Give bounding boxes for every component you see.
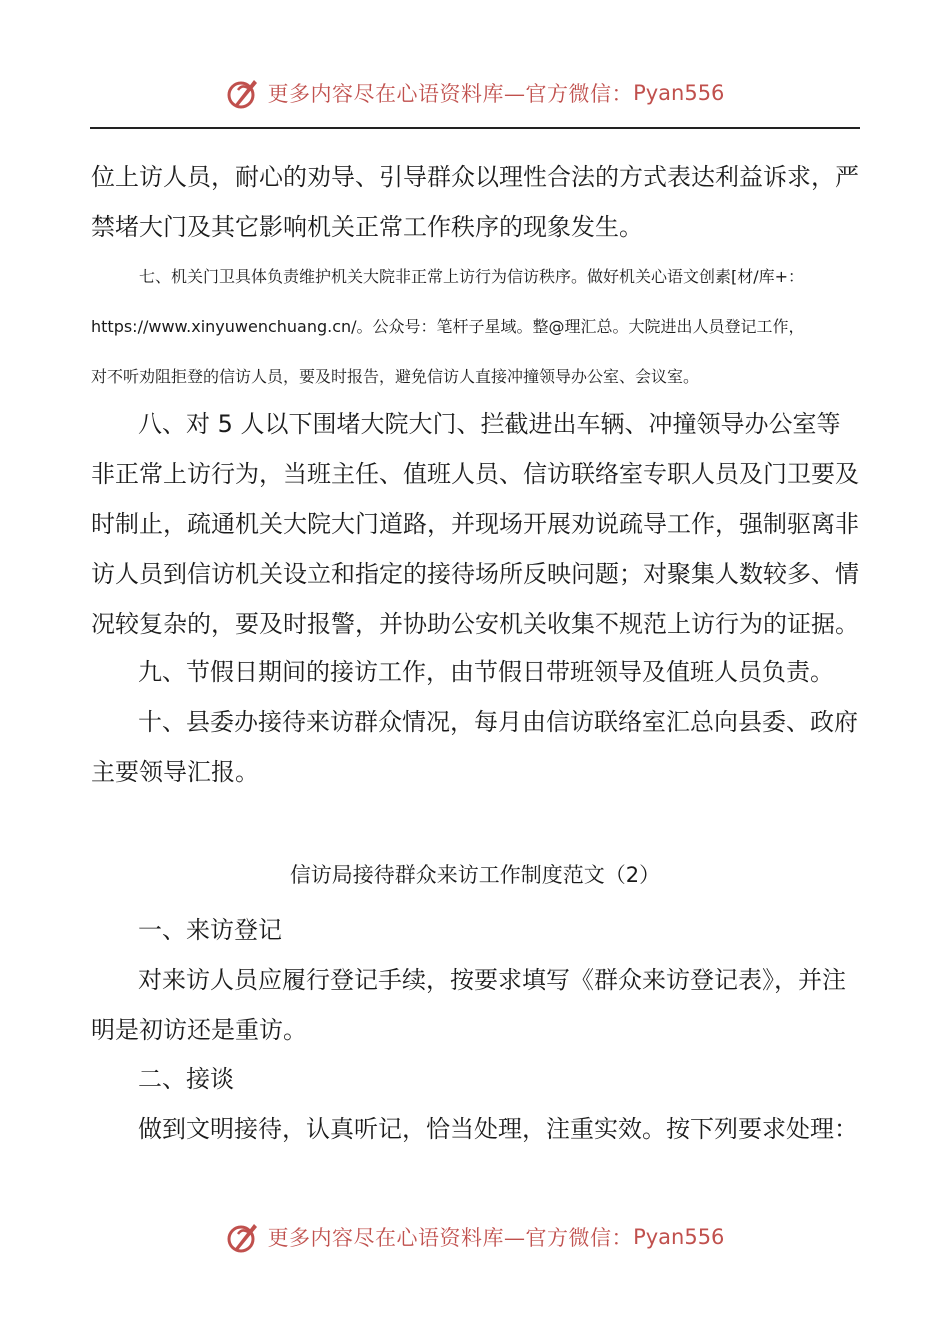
- interview-paragraph: 做到文明接待，认真听记，恰当处理，注重实效。按下列要求处理：: [138, 1115, 858, 1143]
- item-7-line-3: 对不听劝阻拒登的信访人员，要及时报告，避免信访人直接冲撞领导办公室、会议室。: [91, 367, 700, 386]
- header-banner: [0, 76, 950, 110]
- heading-interview: 二、接谈: [138, 1065, 234, 1093]
- item-10-paragraph: 十、县委办接待来访群众情况，每月由信访联络室汇总向县委、政府主要领导汇报。: [91, 708, 858, 786]
- paragraph-continued: 位上访人员，耐心的劝导、引导群众以理性合法的方式表达利益诉求，严禁堵大门及其它影响机关正常工作秩序的现象发生。: [91, 163, 859, 241]
- registration-paragraph: 对来访人员应履行登记手续，按要求填写《群众来访登记表》，并注明是初访还是重访。: [91, 966, 846, 1044]
- quill-logo-icon: [226, 76, 260, 110]
- item-9-paragraph: 九、节假日期间的接访工作，由节假日带班领导及值班人员负责。: [138, 658, 834, 686]
- banner-wechat-id: Pyan556: [633, 1225, 725, 1249]
- item-8-paragraph: 八、对 5 人以下围堵大院大门、拦截进出车辆、冲撞领导办公室等非正常上访行为，当班主任、值班人员、信访联络室专职人员及门卫要及时制止，疏通机关大院大门道路，并现场开展劝说疏导工作，强制驱离非访人员到信访机关设立和指定的接待场所反映问题；对聚集人数较多、情况较复杂的，要及时报警，并协助公安机关收集不规范上访行为的证据。: [91, 410, 859, 638]
- heading-registration: 一、来访登记: [138, 916, 282, 944]
- banner-wechat-id: Pyan556: [633, 81, 725, 105]
- banner-text: 更多内容尽在心语资料库—官方微信：: [267, 82, 634, 106]
- footer-banner: [0, 1220, 950, 1254]
- banner-text: 更多内容尽在心语资料库—官方微信：: [267, 1226, 634, 1250]
- header-divider: [90, 127, 860, 129]
- quill-logo-icon: [226, 1220, 260, 1254]
- section-title: 信访局接待群众来访工作制度范文（2）: [289, 863, 661, 887]
- item-7-line-2: https://www.xinyuwenchuang.cn/。公众号：笔杆子星域。整@理汇总。大院进出人员登记工作，: [91, 317, 805, 336]
- item-7-line-1: 七、机关门卫具体负责维护机关大院非正常上访行为信访秩序。做好机关心语文创素[材/库+：: [139, 267, 805, 286]
